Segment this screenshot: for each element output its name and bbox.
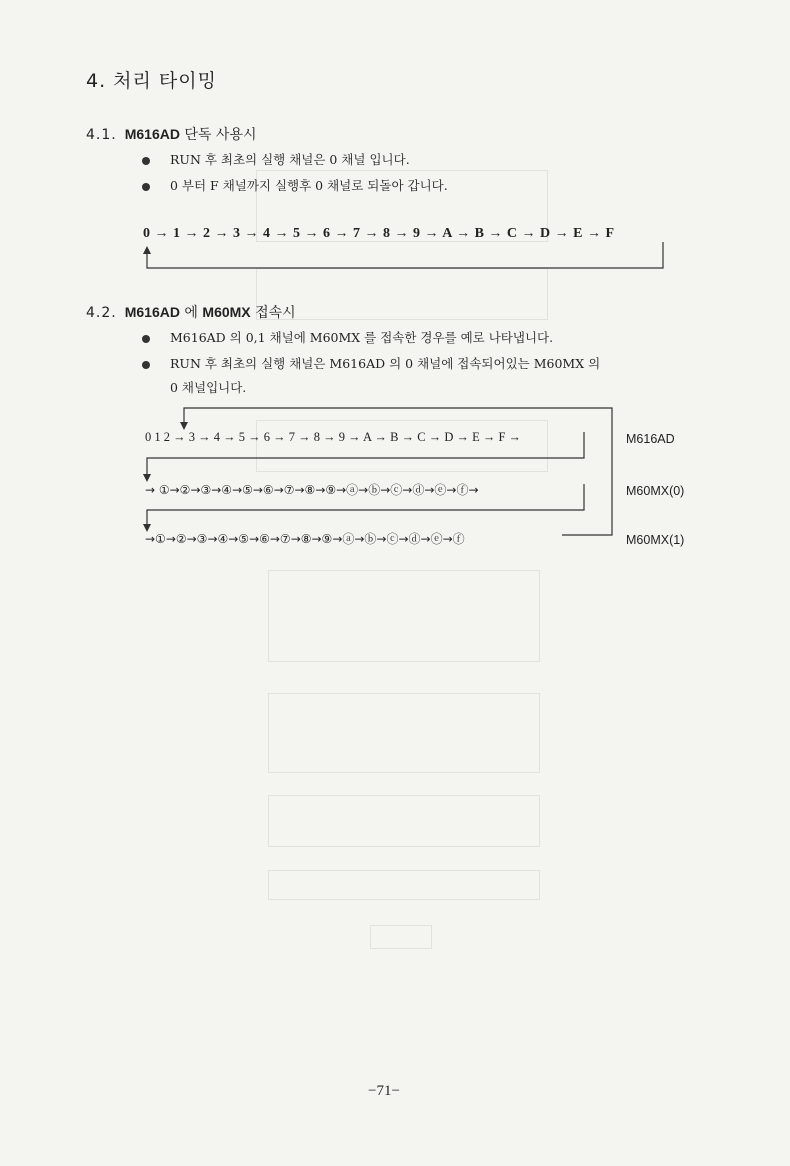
section-title-bold: M616AD bbox=[124, 304, 180, 320]
arrow-head-icon bbox=[143, 246, 151, 254]
loop-line-top bbox=[184, 408, 612, 525]
section-title-bold: M60MX bbox=[202, 304, 251, 320]
arrow-head-icon bbox=[180, 422, 188, 430]
bullet-continuation: 0 채널입니다. bbox=[170, 380, 247, 395]
channel-sequence: 0 → 1 → 2 → 3 → 4 → 5 → 6 → 7 → 8 → 9 → A → B → C → D → E → F bbox=[143, 226, 615, 241]
section-title-mid: 에 bbox=[179, 305, 203, 321]
section-title-bold: M616AD bbox=[124, 126, 180, 142]
link-line-row1 bbox=[147, 432, 584, 476]
arrow-head-icon bbox=[143, 524, 151, 532]
bullet-text: RUN 후 최초의 실행 채널은 M616AD 의 0 채널에 접속되어있는 M60MX 의 bbox=[170, 356, 601, 371]
bullet-text: M616AD 의 0,1 채널에 M60MX 를 접속한 경우를 예로 나타냅니다. bbox=[170, 330, 554, 345]
arrow-head-icon bbox=[143, 474, 151, 482]
section-number: 4.2. bbox=[86, 305, 117, 321]
bullet-text: RUN 후 최초의 실행 채널은 0 채널 입니다. bbox=[170, 152, 410, 167]
page-number: −71− bbox=[368, 1083, 400, 1099]
row-label-m616ad: M616AD bbox=[626, 432, 675, 446]
section-title-rest: 접속시 bbox=[250, 305, 296, 321]
row-label-m60mx-0: M60MX(0) bbox=[626, 484, 685, 498]
sequence-row-m60mx-0: → ①→②→③→④→⑤→⑥→⑦→⑧→⑨→ⓐ→ⓑ→ⓒ→ⓓ→ⓔ→ⓕ→ bbox=[145, 483, 479, 497]
section-number: 4.1. bbox=[86, 127, 117, 143]
page-heading: 4. 처리 타이밍 bbox=[86, 70, 217, 92]
section-title-rest: 단독 사용시 bbox=[179, 127, 257, 143]
sequence-row-m60mx-1: →①→②→③→④→⑤→⑥→⑦→⑧→⑨→ⓐ→ⓑ→ⓒ→ⓓ→ⓔ→ⓕ bbox=[145, 532, 465, 546]
link-line-row2 bbox=[147, 484, 584, 526]
row-label-m60mx-1: M60MX(1) bbox=[626, 533, 685, 547]
bullet-text: 0 부터 F 채널까지 실행후 0 채널로 되돌아 갑니다. bbox=[170, 178, 448, 193]
sequence-row-m616ad: 0 1 2 → 3 → 4 → 5 → 6 → 7 → 8 → 9 → A → B → C → D → E → F → bbox=[145, 430, 522, 444]
link-line-row3 bbox=[562, 525, 612, 535]
loop-back-line bbox=[147, 242, 663, 268]
